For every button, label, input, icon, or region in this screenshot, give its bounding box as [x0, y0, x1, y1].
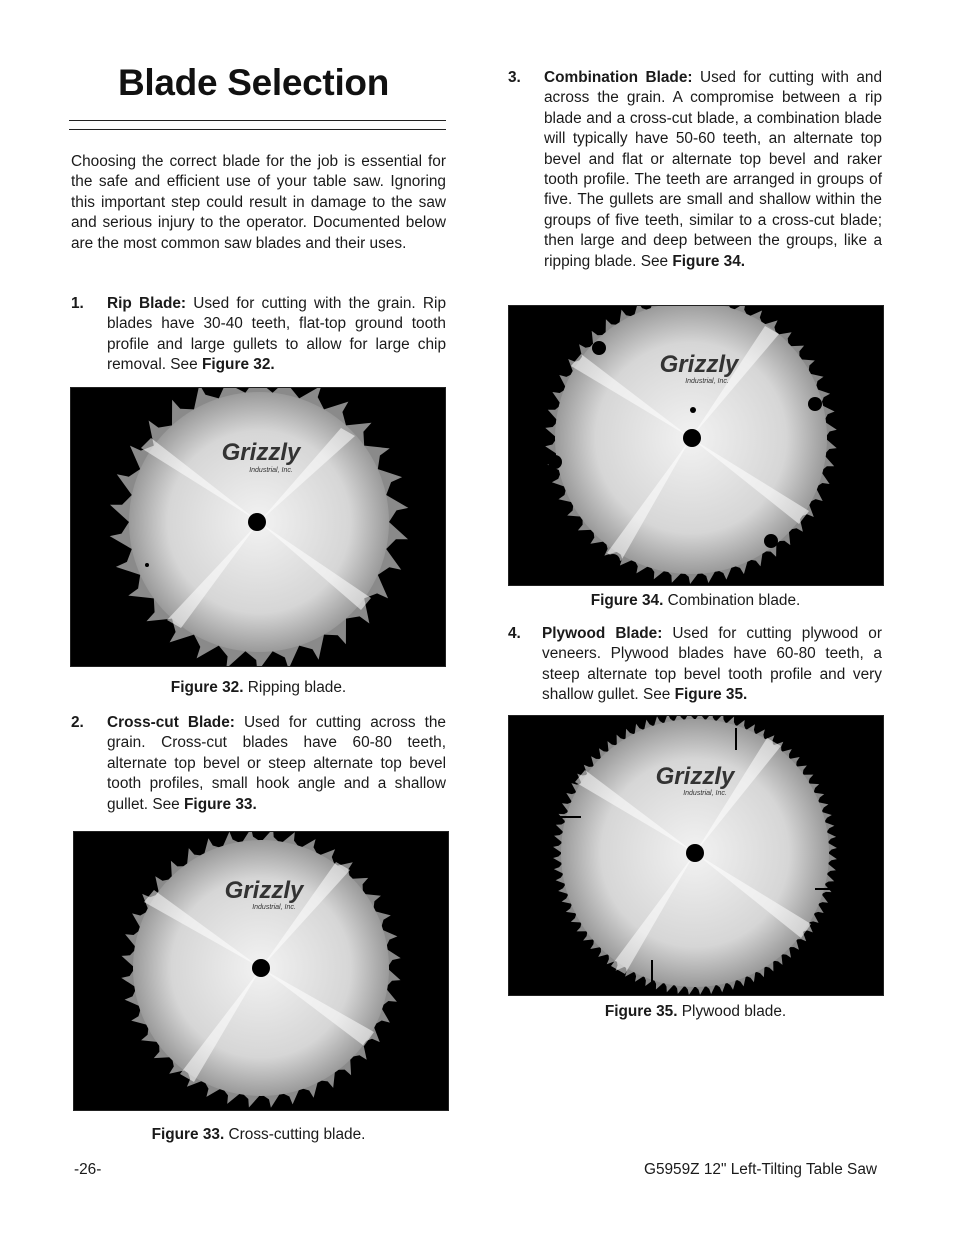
figure-34-image [508, 305, 884, 586]
item-body [107, 294, 446, 376]
saw-blade-illustration [74, 832, 448, 1110]
saw-blade-illustration [509, 716, 883, 995]
item-term: Cross-cut Blade: [107, 714, 235, 731]
arbor-hole [683, 429, 701, 447]
brand-logo-sub: Industrial, Inc. [683, 790, 727, 797]
item-term: Combination Blade: [544, 69, 693, 86]
figure-34-caption [508, 592, 883, 610]
figure-33-caption [71, 1126, 446, 1144]
figure-reference: Figure 32. [201, 356, 275, 374]
page-number: -26- [74, 1161, 102, 1178]
item-number: 4. [508, 625, 521, 642]
figure-label: Figure 34. [590, 592, 664, 609]
figure-33-image [73, 831, 449, 1111]
figure-caption-text: Cross-cutting blade. [228, 1126, 366, 1143]
brand-logo: Grizzly [224, 877, 304, 904]
saw-blade-illustration [509, 306, 883, 585]
brand-logo: Grizzly [655, 763, 735, 790]
list-item-rip-blade [71, 294, 446, 376]
figure-label: Figure 32. [170, 679, 244, 696]
brand-logo-sub: Industrial, Inc. [249, 467, 293, 474]
footer-product-title: G5959Z 12" Left-Tilting Table Saw [643, 1161, 877, 1178]
figure-reference: Figure 33. [184, 795, 257, 813]
title-rule-top [69, 120, 446, 121]
list-item-plywood-blade [508, 624, 883, 706]
page-title: Blade Selection [118, 62, 390, 103]
item-number: 2. [71, 714, 84, 731]
figure-caption-text: Combination blade. [667, 592, 801, 609]
figure-32-image [70, 387, 446, 667]
figure-caption-text: Ripping blade. [247, 679, 347, 696]
figure-35-image [508, 715, 884, 996]
item-text: Used for cutting with and across the grain. A compromise between a rip blade and a cross-cut blade, a combination blade will typically have 50-60 teeth, an alternate top bevel and flat or alternate top bevel and raker tooth profile. The teeth are arranged in groups of five. The gullets are small and shallow within the groups of five teeth, similar to a cross-cut blade; then large and deep between the groups, like a ripping blade. See [544, 69, 883, 270]
figure-35-caption [508, 1003, 883, 1021]
list-item-cross-cut-blade [71, 713, 446, 815]
list-item-combination-blade [508, 68, 883, 293]
figure-reference: Figure 34. [672, 252, 746, 270]
figure-caption-text: Plywood blade. [681, 1003, 787, 1020]
figure-reference: Figure 35. [674, 686, 748, 704]
item-term: Rip Blade: [107, 295, 187, 312]
saw-blade-illustration [71, 388, 445, 666]
brand-logo-sub: Industrial, Inc. [685, 378, 729, 385]
title-rule-bottom [69, 129, 446, 130]
item-text: Used for cutting with the grain. Rip blades have 30-40 teeth, flat-top ground tooth profile and large gullets to allow for large chip removal. See [107, 295, 447, 374]
item-text: Used for cutting across the grain. Cross-cut blades have 60-80 teeth, alternate top bevel or steep alternate top bevel tooth profiles, small hook angle and a shallow gullet. See [107, 714, 446, 813]
arbor-hole [686, 844, 704, 862]
brand-logo: Grizzly [221, 439, 301, 466]
brand-logo-sub: Industrial, Inc. [252, 904, 296, 911]
figure-label: Figure 33. [151, 1126, 225, 1143]
item-body [544, 68, 882, 272]
item-body [542, 624, 882, 706]
item-text: Used for cutting plywood or veneers. Plywood blades have 60-80 teeth, a steep alternate top bevel tooth profile and very shallow gullet. See [542, 625, 882, 704]
arbor-hole [248, 513, 266, 531]
item-number: 3. [508, 69, 521, 86]
item-number: 1. [71, 295, 84, 312]
item-body [107, 713, 446, 815]
figure-label: Figure 35. [604, 1003, 678, 1020]
brand-logo: Grizzly [659, 351, 739, 378]
item-term: Plywood Blade: [542, 625, 663, 642]
intro-paragraph: Choosing the correct blade for the job is essential for the safe and efficient use of your table saw. Ignoring this important step could result in damage to the saw and serious injury to the operator. Documented below are the most common saw blades and their uses. [71, 153, 446, 252]
figure-32-caption [71, 679, 446, 697]
arbor-hole [252, 959, 270, 977]
